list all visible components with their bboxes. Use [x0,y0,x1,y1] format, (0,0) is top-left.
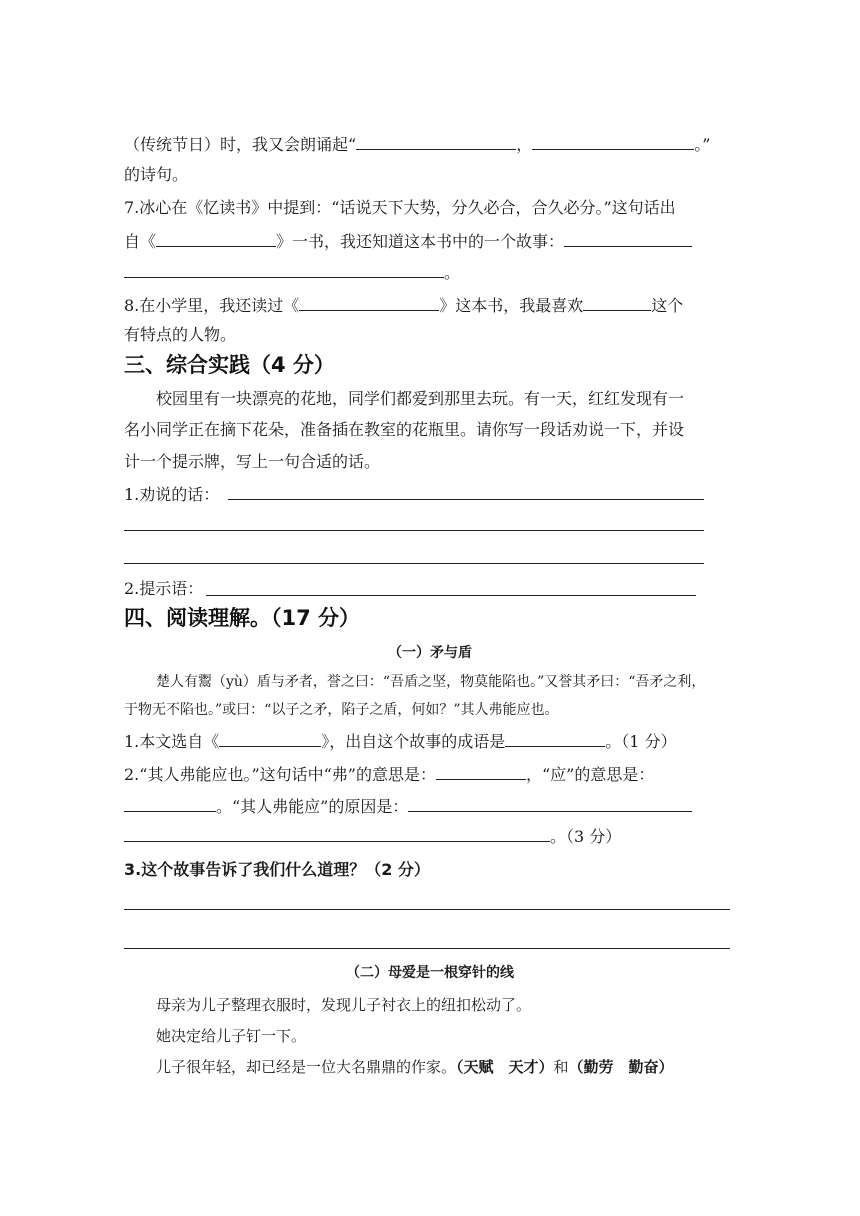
text: 》这本书，我最喜欢 [439,296,584,315]
question-7-line3 [124,262,460,283]
text: 。（1 分） [605,732,677,751]
answer-line[interactable] [124,563,704,564]
blank[interactable] [505,731,605,747]
text: 儿子很年轻，却已经是一位大名鼎鼎的作家。 [156,1058,457,1076]
reading-question-2-line2 [124,796,692,817]
blank[interactable] [356,134,516,150]
answer-line[interactable] [124,530,704,531]
passage-2-title: （二）母爱是一根穿针的线 [346,965,514,981]
text: 2.“其人弗能应也。”这句话中“弗”的意思是： [124,765,436,784]
text: ， [516,135,533,154]
word-choice[interactable]: （勤劳 勤奋） [568,1058,674,1076]
passage-1-text: 于物无不陷也。”或曰：“以子之矛，陷子之盾，何如？”其人弗能应也。 [124,702,559,718]
text: 和 [553,1058,569,1076]
text: 8.在小学里，我还读过《 [124,296,300,315]
blank[interactable] [564,231,692,247]
reading-question-2 [124,764,654,785]
text: 自《 [124,232,157,251]
question-7-line2 [124,231,692,252]
blank[interactable] [124,262,444,278]
question-8-line2: 有特点的人物。 [124,325,237,344]
question-7: 7.冰心在《忆读书》中提到：“话说天下大势，分久必合，合久必分。”这句话出 [124,198,676,217]
reading-question-1 [124,731,677,752]
passage-2-text: 她决定给儿子钉一下。 [156,1027,307,1045]
text: ，“应”的意思是： [526,765,655,784]
text: （传统节日）时，我又会朗诵起“ [124,135,357,154]
text: 这个 [651,296,684,315]
reading-question-3: 3.这个故事告诉了我们什么道理？（2 分） [124,860,430,879]
practice-para-line: 校园里有一块漂亮的花地，同学们都爱到那里去玩。有一天，红红发现有一 [156,389,685,408]
blank[interactable] [408,796,692,812]
text: 。“其人弗能应”的原因是： [216,797,409,816]
answer-line[interactable] [124,948,730,949]
blank[interactable] [124,826,550,842]
reading-question-2-line3 [124,826,621,847]
text: 。” [694,135,711,154]
answer-line[interactable] [228,499,704,500]
passage-1-title: （一）矛与盾 [388,645,472,661]
blank[interactable] [299,295,439,311]
text: 。 [444,263,461,282]
sign-label: 2.提示语： [124,579,204,598]
practice-para-line: 名小同学正在摘下花朵，准备插在教室的花瓶里。请你写一段话劝说一下，并设 [124,420,685,439]
section-3-title: 三、综合实践（4 分） [124,353,335,377]
question-8 [124,295,683,316]
blank[interactable] [532,134,694,150]
answer-line[interactable] [124,909,730,910]
word-choice[interactable]: （天赋 天才） [456,1058,554,1076]
text: 》，出自这个故事的成语是 [321,732,506,751]
text: 。（3 分） [550,827,622,846]
blank[interactable] [124,796,216,812]
practice-para-line: 计一个提示牌，写上一句合适的话。 [124,452,381,471]
blank[interactable] [583,295,651,311]
persuade-label: 1.劝说的话： [124,485,220,504]
blank[interactable] [436,764,526,780]
text: 1.本文选自《 [124,732,220,751]
answer-line[interactable] [206,595,696,596]
text: 》一书，我还知道这本书中的一个故事： [276,232,565,251]
passage-1-text: 楚人有鬻（yù）盾与矛者，誉之曰：“吾盾之坚，物莫能陷也。”又誉其矛曰：“吾矛之利， [156,674,706,690]
blank[interactable] [156,231,276,247]
festival-poem-line [124,134,710,155]
passage-2-text: 母亲为儿子整理衣服时，发现儿子衬衣上的纽扣松动了。 [156,996,532,1014]
poem-line-end: 的诗句。 [124,165,189,184]
passage-2-text [156,1057,674,1077]
section-4-title: 四、阅读理解。（17 分） [124,606,361,630]
blank[interactable] [219,731,321,747]
